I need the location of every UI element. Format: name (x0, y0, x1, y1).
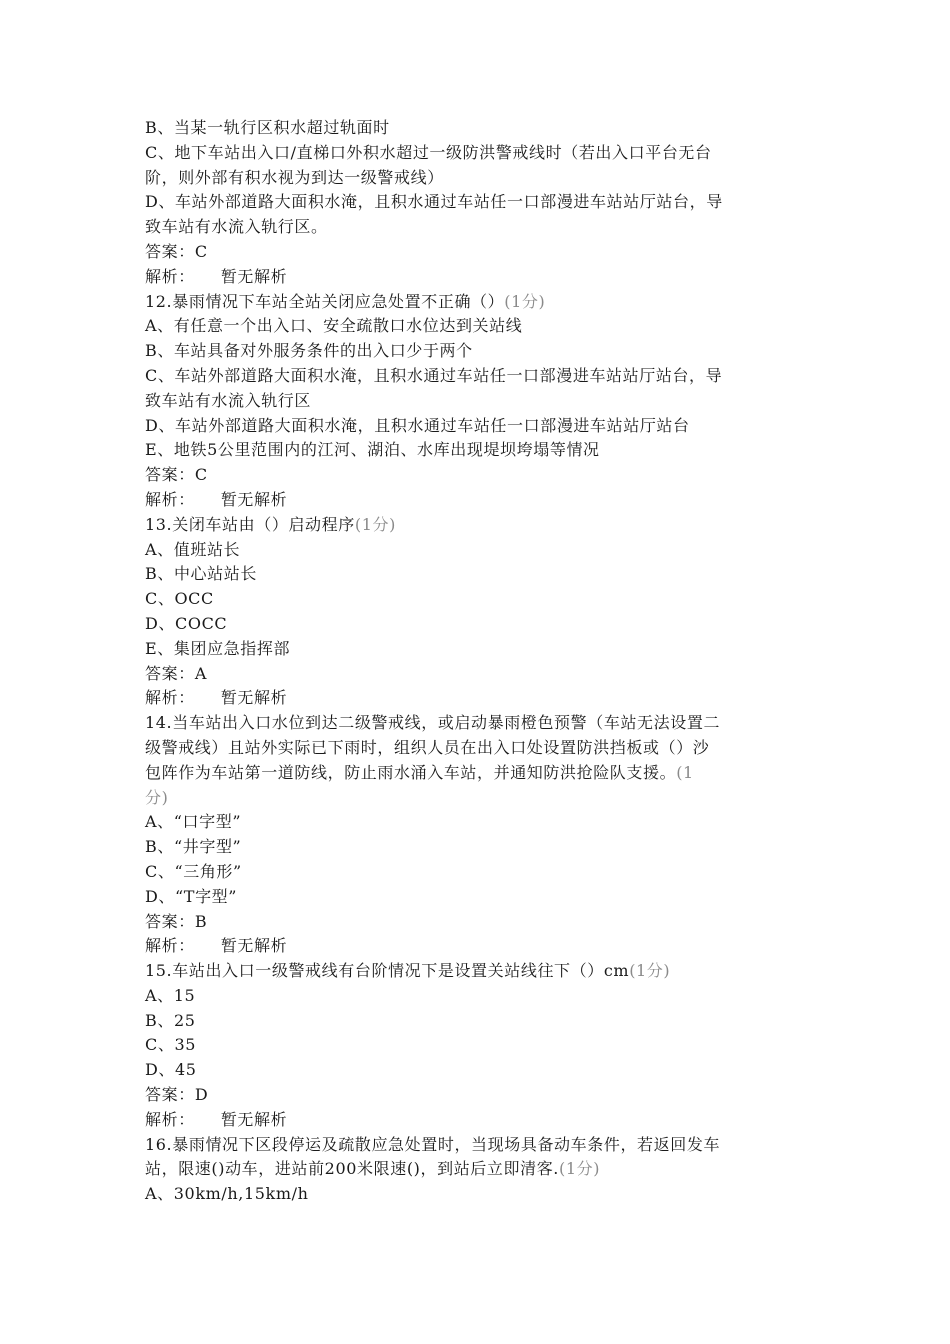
option-c-line-1: C、地下车站出入口/直梯口外积水超过一级防洪警戒线时（若出入口平台无台 (145, 142, 712, 162)
answer-value: A (194, 663, 207, 683)
option-b: B、25 (145, 1010, 196, 1030)
option-c: C、35 (145, 1035, 197, 1055)
score-label: (1分) (629, 961, 671, 981)
stem-line-2: 级警戒线）且站外实际已下雨时，组织人员在出入口处设置防洪挡板或（）沙 (145, 737, 710, 757)
question-stem (145, 959, 810, 984)
option-a: A、值班站长 (145, 539, 241, 559)
option-a: A、有任意一个出入口、安全疏散口水位达到关站线 (145, 316, 523, 336)
explanation-label: 解析： (145, 688, 195, 708)
answer-line (145, 1083, 810, 1108)
option-d: D、车站外部道路大面积水淹，且积水通过车站任一口部漫进车站站厅站台 (145, 415, 690, 435)
stem-text: 13.关闭车站由（）启动程序 (145, 514, 355, 534)
question-stem (145, 513, 810, 538)
option-b: B、车站具备对外服务条件的出入口少于两个 (145, 341, 473, 361)
score-label-part-1: (1 (676, 762, 694, 782)
explanation-value: 暂无解析 (220, 936, 288, 956)
explanation-label: 解析： (145, 1109, 195, 1129)
score-label: (1分) (559, 1159, 601, 1179)
explanation-line (145, 1108, 810, 1133)
answer-label: 答案： (145, 465, 195, 485)
answer-line (145, 463, 810, 488)
option-a: A、15 (145, 985, 196, 1005)
question-14 (145, 711, 810, 959)
option-c: C、OCC (145, 589, 214, 609)
explanation-label: 解析： (145, 266, 195, 286)
option-d: D、“T字型” (145, 886, 238, 906)
answer-value: B (194, 911, 208, 931)
explanation-value: 暂无解析 (220, 1109, 288, 1129)
explanation-label: 解析： (145, 489, 195, 509)
option-c: C、“三角形” (145, 861, 242, 881)
option-c-line-2: 阶，则外部有积水视为到达一级警戒线） (145, 167, 444, 187)
explanation-value: 暂无解析 (220, 266, 288, 286)
explanation-label: 解析： (145, 936, 195, 956)
question-16 (145, 1133, 810, 1207)
option-d-line-1: D、车站外部道路大面积水淹，且积水通过车站任一口部漫进车站站厅站台，导 (145, 192, 723, 212)
answer-label: 答案： (145, 241, 195, 261)
stem-line-1: 16.暴雨情况下区段停运及疏散应急处置时，当现场具备动车条件，若返回发车 (145, 1134, 721, 1154)
answer-line (145, 662, 810, 687)
option-d-line-2: 致车站有水流入轨行区。 (145, 217, 328, 237)
question-stem (145, 290, 810, 315)
explanation-line (145, 265, 810, 290)
option-c-line-2: 致车站有水流入轨行区 (145, 390, 312, 410)
stem-text: 12.暴雨情况下车站全站关闭应急处置不正确（） (145, 291, 505, 311)
question-15 (145, 959, 810, 1133)
option-b: B、中心站站长 (145, 564, 257, 584)
question-11-tail (145, 116, 810, 290)
score-label: (1分) (354, 514, 396, 534)
explanation-value: 暂无解析 (220, 489, 288, 509)
answer-label: 答案： (145, 663, 195, 683)
explanation-line (145, 488, 810, 513)
option-c-line-1: C、车站外部道路大面积水淹，且积水通过车站任一口部漫进车站站厅站台，导 (145, 365, 723, 385)
score-label: (1分) (504, 291, 546, 311)
option-b: B、当某一轨行区积水超过轨面时 (145, 118, 390, 137)
question-12 (145, 290, 810, 513)
answer-label: 答案： (145, 1085, 195, 1105)
explanation-line (145, 934, 810, 959)
option-b: B、“井字型” (145, 837, 242, 857)
answer-value: C (194, 465, 208, 485)
stem-line-1: 14.当车站出入口水位到达二级警戒线，或启动暴雨橙色预警（车站无法设置二 (145, 713, 721, 733)
answer-value: C (194, 241, 208, 261)
question-13 (145, 513, 810, 711)
stem-line-2 (145, 1157, 810, 1182)
option-a: A、“口字型” (145, 812, 242, 832)
explanation-value: 暂无解析 (220, 688, 288, 708)
option-e: E、地铁5公里范围内的江河、湖泊、水库出现堤坝垮塌等情况 (145, 440, 600, 460)
option-d: D、COCC (145, 613, 228, 633)
answer-value: D (194, 1085, 209, 1105)
score-label-part-2: 分) (145, 787, 169, 807)
stem-line-3 (145, 761, 810, 786)
option-d: D、45 (145, 1060, 197, 1080)
answer-label: 答案： (145, 911, 195, 931)
explanation-line (145, 686, 810, 711)
option-e: E、集团应急指挥部 (145, 638, 291, 658)
stem-text: 15.车站出入口一级警戒线有台阶情况下是设置关站线往下（）cm (145, 961, 630, 981)
stem-text: 包阵作为车站第一道防线，防止雨水涌入车站，并通知防洪抢险队支援。 (145, 762, 677, 782)
answer-line (145, 240, 810, 265)
document-page (145, 116, 810, 1207)
stem-text: 站，限速()动车，进站前200米限速()，到站后立即清客. (145, 1159, 559, 1179)
answer-line (145, 910, 810, 935)
option-a: A、30km/h,15km/h (145, 1184, 309, 1204)
